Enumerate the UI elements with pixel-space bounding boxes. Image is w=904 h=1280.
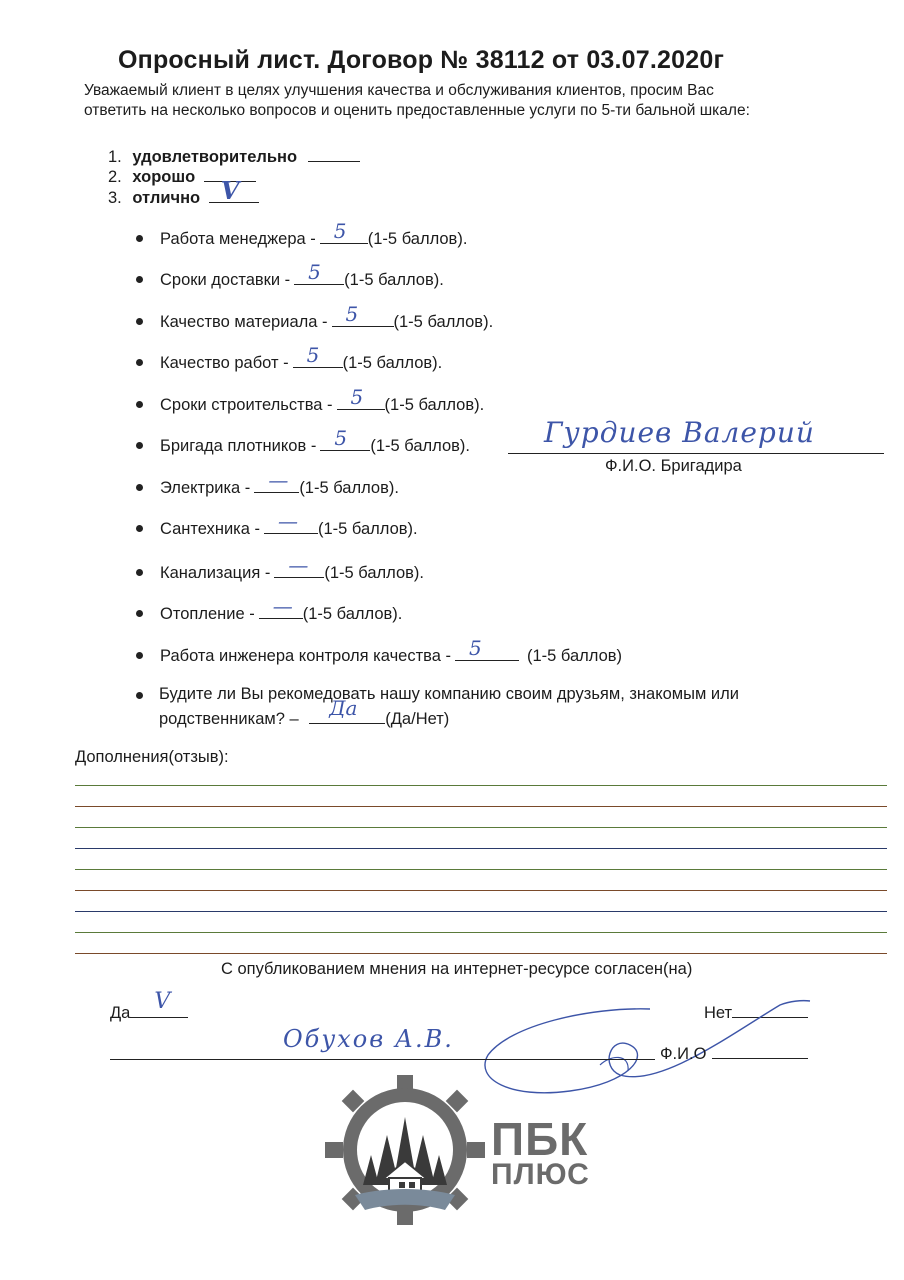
rating-row: [160, 636, 623, 666]
rating-label: Сроки строительства -: [160, 396, 333, 414]
bullet-dot: [136, 525, 143, 532]
client-signature-line[interactable]: [110, 1059, 655, 1060]
rating-score-field[interactable]: [264, 509, 318, 534]
bullet-dot: [136, 692, 143, 699]
intro-line-2: ответить на несколько вопросов и оценить предоставленные услуги по 5-ти бальной шкале:: [84, 102, 750, 119]
rating-suffix: (1-5 баллов).: [318, 520, 418, 538]
rating-label: Работа инженера контроля качества -: [160, 647, 451, 665]
client-name-handwritten: Обухов А.В.: [283, 1025, 454, 1053]
additions-label: Дополнения(отзыв):: [75, 748, 229, 766]
rating-label: Работа менеджера -: [160, 230, 316, 248]
bullet-dot: [136, 318, 143, 325]
bullet-dot: [136, 401, 143, 408]
rating-score-field[interactable]: [274, 553, 324, 578]
rating-suffix: (1-5 баллов).: [324, 564, 424, 582]
rating-suffix: (1-5 баллов).: [393, 313, 494, 331]
page-title: Опросный лист. Договор № 38112 от 03.07.2020г: [118, 46, 725, 74]
intro-line-1: Уважаемый клиент в целях улучшения качества и обслуживания клиентов, просим Вас: [84, 82, 714, 99]
rating-row: [160, 302, 494, 332]
rating-score-field[interactable]: [294, 260, 344, 285]
rating-suffix: (1-5 баллов).: [299, 479, 399, 497]
bullet-dot: [136, 442, 143, 449]
foreman-caption: Ф.И.О. Бригадира: [605, 457, 742, 475]
rating-score: 5: [334, 426, 348, 450]
rating-row: [160, 594, 403, 624]
rating-row: [160, 260, 444, 290]
rating-suffix: (1-5 баллов).: [370, 437, 470, 455]
recommend-answer-field[interactable]: [309, 696, 385, 724]
scale-blank-1[interactable]: [308, 145, 360, 162]
rating-score-field[interactable]: [337, 385, 385, 410]
consent-yes-mark: V: [154, 989, 171, 1014]
rating-score: 5: [345, 302, 359, 326]
rating-label: Бригада плотников -: [160, 437, 317, 455]
recommend-answer: Да: [329, 696, 358, 720]
bullet-dot: [136, 484, 143, 491]
rating-label: Канализация -: [160, 564, 271, 582]
rating-score-field[interactable]: [320, 426, 370, 451]
rating-label: Электрика -: [160, 479, 251, 497]
rating-row: [160, 509, 418, 539]
client-fio: Ф.И.О: [660, 1042, 808, 1064]
rating-row: [160, 553, 424, 583]
bullet-dot: [136, 276, 143, 283]
rating-score: —: [288, 553, 309, 577]
rating-score-field[interactable]: [254, 468, 299, 493]
bullet-dot: [136, 610, 143, 617]
logo-text-plus: ПЛЮС: [491, 1158, 590, 1191]
scale-item-1: 1. удовлетворительно: [108, 145, 360, 167]
bullet-dot: [136, 359, 143, 366]
rating-score-field[interactable]: [455, 636, 519, 661]
rating-score: 5: [350, 385, 364, 409]
rating-score-field[interactable]: [320, 219, 368, 244]
rating-score-field[interactable]: [332, 302, 394, 327]
rating-score: 5: [308, 260, 321, 284]
rating-label: Качество работ -: [160, 354, 289, 372]
scale-item-2: 2. хорошо: [108, 165, 256, 187]
rating-row: [160, 468, 399, 498]
scale-item-3: 3. отлично V: [108, 186, 259, 208]
rating-suffix: (1-5 баллов).: [302, 605, 403, 623]
consent-yes: Да V: [110, 1001, 188, 1023]
rating-label: Сроки доставки -: [160, 271, 291, 289]
rating-row: [160, 343, 443, 373]
rating-score: —: [278, 509, 298, 533]
rating-score: 5: [333, 219, 347, 243]
client-fio-field[interactable]: [712, 1042, 808, 1059]
rating-label: Качество материала -: [160, 313, 328, 331]
rating-label: Сантехника -: [160, 520, 260, 538]
logo-text-pbk: ПБК: [491, 1113, 589, 1165]
scale-blank-3[interactable]: [209, 176, 259, 205]
rating-score: 5: [469, 636, 482, 660]
rating-row: [160, 426, 470, 456]
rating-row: [160, 385, 485, 415]
recommend-question-line-1: Будите ли Вы рекомедовать нашу компанию своим друзьям, знакомым или: [159, 685, 739, 703]
rating-score: —: [268, 468, 289, 492]
rating-suffix: (1-5 баллов).: [344, 271, 444, 289]
foreman-signature-line[interactable]: [508, 453, 884, 454]
rating-suffix: (1-5 баллов): [527, 647, 623, 665]
rating-suffix: (1-5 баллов).: [367, 230, 468, 248]
excellent-checkmark: V: [220, 176, 240, 205]
foreman-name-handwritten: Гурдиев Валерий: [544, 416, 815, 449]
bullet-dot: [136, 569, 143, 576]
rating-suffix: (1-5 баллов).: [384, 396, 485, 414]
recommend-question-line-2: родственникам? – Да (Да/Нет): [159, 696, 450, 728]
rating-row: [160, 219, 468, 249]
rating-score-field[interactable]: [259, 594, 303, 619]
rating-suffix: (1-5 баллов).: [342, 354, 443, 372]
rating-label: Отопление -: [160, 605, 255, 623]
consent-no: Нет: [704, 1001, 808, 1023]
company-logo-emblem: [325, 1075, 485, 1225]
bullet-dot: [136, 652, 143, 659]
rating-score: —: [272, 594, 293, 618]
bullet-dot: [136, 235, 143, 242]
rating-score: 5: [306, 343, 320, 367]
consent-text: С опубликованием мнения на интернет-ресурсе согласен(на): [221, 960, 693, 978]
rating-score-field[interactable]: [293, 343, 343, 368]
